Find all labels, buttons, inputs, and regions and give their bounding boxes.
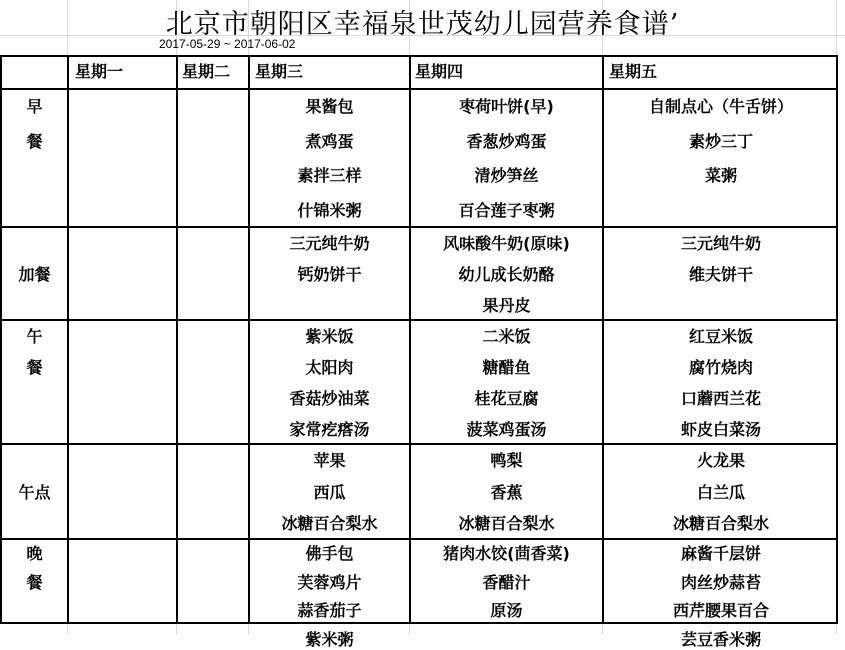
meal-label: 餐: [26, 572, 43, 592]
menu-item: 香蕉: [490, 482, 523, 502]
header-thu: 星期四: [415, 62, 464, 81]
menu-item: 西瓜: [313, 482, 346, 502]
menu-item: 果丹皮: [482, 295, 531, 315]
menu-item: 枣荷叶饼(早): [459, 97, 554, 117]
menu-item: 原汤: [490, 601, 523, 621]
menu-item: 鸭梨: [490, 450, 523, 470]
menu-item: 白兰瓜: [696, 482, 745, 502]
menu-item: 太阳肉: [305, 357, 354, 377]
header-mon: 星期一: [75, 62, 124, 81]
meal-label: 午: [26, 326, 43, 346]
menu-item: 西芹腰果百合: [672, 601, 769, 621]
meal-label: 午点: [18, 482, 51, 502]
menu-table: [0, 55, 838, 649]
table-top-border: [0, 55, 838, 57]
menu-item: 糖醋鱼: [482, 357, 531, 377]
menu-item: 香醋汁: [482, 572, 531, 592]
menu-item: 冰糖百合梨水: [281, 514, 378, 534]
menu-item: 什锦米粥: [297, 200, 362, 220]
menu-item: 口蘑西兰花: [680, 388, 761, 408]
menu-item: 风味酸牛奶(原味): [443, 233, 570, 253]
menu-item: 蒜香茄子: [297, 601, 362, 621]
menu-item: 三元纯牛奶: [680, 233, 761, 253]
menu-item: 猪肉水饺(茴香菜): [443, 544, 570, 564]
menu-item: 香葱炒鸡蛋: [466, 131, 547, 151]
menu-item: 素炒三丁: [688, 131, 753, 151]
menu-item: 三元纯牛奶: [289, 233, 370, 253]
menu-item: 维夫饼干: [688, 264, 753, 284]
menu-item: 菠菜鸡蛋汤: [466, 419, 547, 439]
page-title: 北京市朝阳区幸福泉世茂幼儿园营养食谱’: [165, 9, 680, 40]
table-row-border: [0, 538, 838, 540]
menu-item: 芙蓉鸡片: [297, 572, 362, 592]
meal-label: 早: [26, 97, 43, 117]
menu-item: 果酱包: [305, 97, 354, 117]
menu-item: 煮鸡蛋: [305, 131, 354, 151]
meal-label: 加餐: [18, 264, 51, 284]
menu-item: 红豆米饭: [688, 326, 753, 346]
menu-item: 芸豆香米粥: [680, 629, 761, 649]
menu-item: 肉丝炒蒜苔: [680, 572, 761, 592]
menu-item: 冰糖百合梨水: [672, 514, 769, 534]
header-fri: 星期五: [609, 62, 658, 81]
menu-item: 香菇炒油菜: [289, 388, 370, 408]
meal-label: 晚: [26, 544, 43, 564]
menu-item: 虾皮白菜汤: [680, 419, 761, 439]
date-range: 2017-05-29 ~ 2017-06-02: [159, 37, 296, 51]
meal-label: 餐: [26, 131, 43, 151]
menu-item: 麻酱千层饼: [680, 544, 761, 564]
meal-label: 餐: [26, 357, 43, 377]
menu-item: 二米饭: [482, 326, 531, 346]
table-row-border: [0, 319, 838, 321]
menu-item: 火龙果: [696, 450, 745, 470]
menu-item: 紫米饭: [305, 326, 354, 346]
menu-item: 桂花豆腐: [474, 388, 539, 408]
menu-item: 菜粥: [704, 166, 737, 186]
menu-item: 紫米粥: [305, 629, 354, 649]
table-bottom-border: [0, 622, 838, 624]
table-row-border: [0, 88, 838, 90]
header-tue: 星期二: [182, 62, 231, 81]
menu-item: 腐竹烧肉: [688, 357, 753, 377]
menu-item: 自制点心（牛舌饼）: [648, 97, 793, 117]
table-row-border: [0, 443, 838, 445]
menu-item: 幼儿成长奶酪: [458, 264, 555, 284]
menu-item: 家常疙瘩汤: [289, 419, 370, 439]
table-row-border: [0, 226, 838, 228]
menu-item: 百合莲子枣粥: [458, 200, 555, 220]
menu-item: 清炒笋丝: [474, 166, 539, 186]
menu-item: 素拌三样: [297, 166, 362, 186]
menu-item: 冰糖百合梨水: [458, 514, 555, 534]
menu-item: 钙奶饼干: [297, 264, 362, 284]
menu-item: 苹果: [313, 450, 346, 470]
menu-item: 佛手包: [305, 544, 354, 564]
header-wed: 星期三: [255, 62, 304, 81]
